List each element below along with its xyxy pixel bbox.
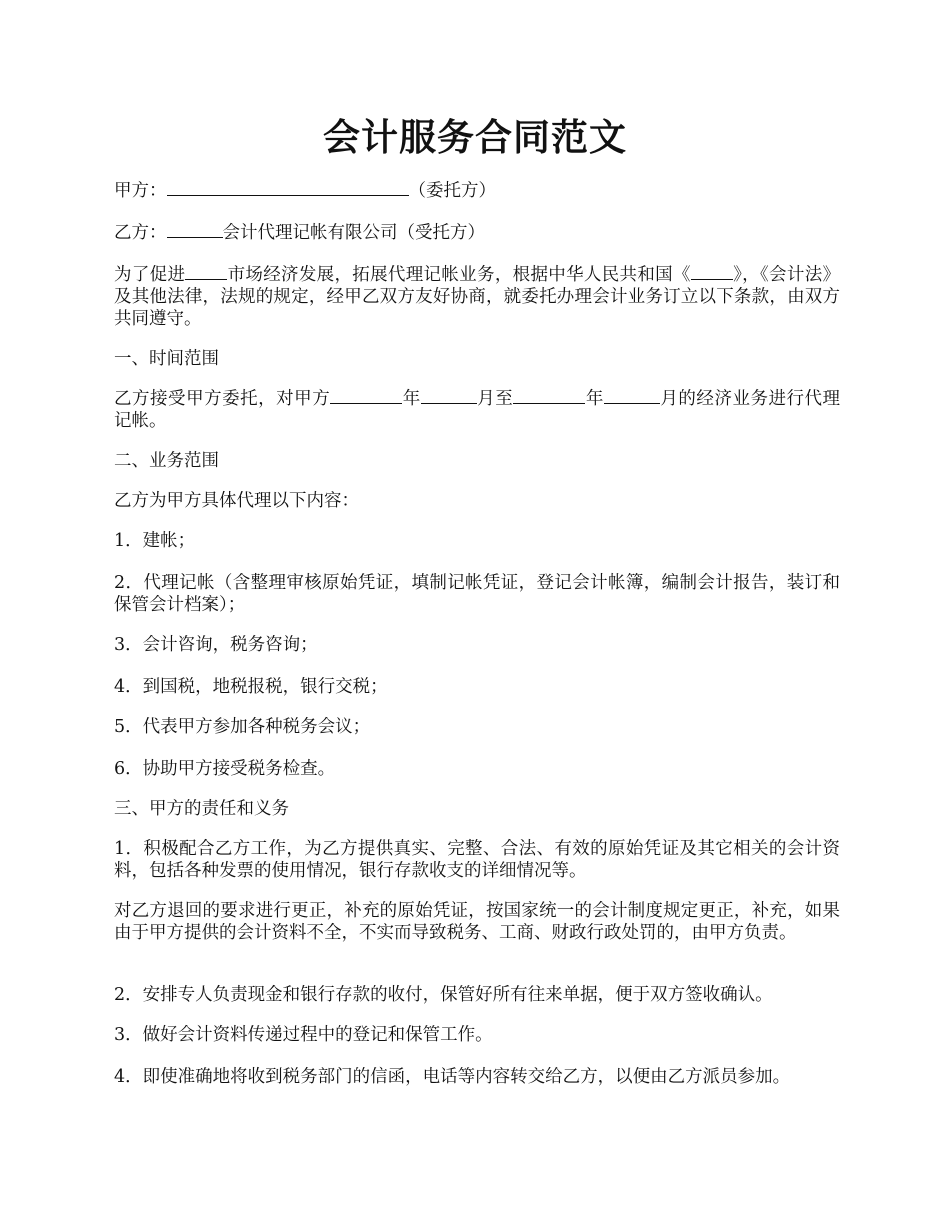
duty-paragraph: 1．积极配合乙方工作，为乙方提供真实、完整、合法、有效的原始凭证及其它相关的会计资料，包括各种发票的使用情况，银行存款收支的详细情况等。 <box>114 839 840 881</box>
section1-text <box>114 388 840 432</box>
document-title: 会计服务合同范文 <box>323 115 627 159</box>
section1-heading: 一、时间范围 <box>114 349 219 369</box>
end-year-blank <box>513 388 585 404</box>
duty-paragraph: 4．即使准确地将收到税务部门的信函，电话等内容转交给乙方，以便由乙方派员参加。 <box>114 1067 791 1087</box>
duty-paragraph: 2．安排专人负责现金和银行存款的收付，保管好所有往来单据，便于双方签收确认。 <box>114 985 773 1005</box>
duty-paragraph: 3．做好会计资料传递过程中的登记和保管工作。 <box>114 1025 493 1045</box>
scope-item: 2．代理记帐（含整理审核原始凭证，填制记帐凭证，登记会计帐簿，编制会计报告，装订和保管会计档案）； <box>114 573 840 615</box>
party-a-line <box>114 180 840 202</box>
intro-region-blank <box>185 264 227 280</box>
section1-text-b: 月的经济业务进行代理记帐。 <box>114 389 841 431</box>
section3-heading: 三、甲方的责任和义务 <box>114 799 289 819</box>
party-b-name-blank <box>167 222 223 238</box>
section1-text-a: 乙方接受甲方委托，对甲方 <box>114 389 331 409</box>
section2-intro: 乙方为甲方具体代理以下内容： <box>114 491 359 511</box>
intro-paragraph <box>114 264 840 330</box>
party-b-label: 乙方： <box>114 223 167 243</box>
party-b-suffix: 会计代理记帐有限公司（受托方） <box>222 223 485 243</box>
start-month-blank <box>421 388 477 404</box>
scope-item: 3．会计咨询，税务咨询； <box>114 635 318 655</box>
end-month-blank <box>604 388 660 404</box>
intro-part2: 市场经济发展，拓展代理记帐业务，根据中华人民共和国《 <box>227 265 691 285</box>
intro-law-blank <box>691 264 733 280</box>
scope-item: 4．到国税，地税报税，银行交税； <box>114 677 388 697</box>
party-b-line <box>114 222 840 244</box>
party-a-suffix: （委托方） <box>408 181 496 201</box>
start-year-blank <box>330 388 402 404</box>
section1-year2: 年 <box>585 389 604 409</box>
scope-item: 5．代表甲方参加各种税务会议； <box>114 717 371 737</box>
intro-part1: 为了促进 <box>114 265 186 285</box>
party-a-name-blank <box>167 180 409 196</box>
party-a-label: 甲方： <box>114 181 167 201</box>
section2-heading: 二、业务范围 <box>114 451 219 471</box>
section1-month1: 月至 <box>476 389 514 409</box>
duty-paragraph: 对乙方退回的要求进行更正，补充的原始凭证，按国家统一的会计制度规定更正，补充，如果由于甲方提供的会计资料不全，不实而导致税务、工商、财政行政处罚的，由甲方负责。 <box>114 901 840 943</box>
intro-part3: 》，《会计法》及其他法律，法规的规定，经甲乙双方友好协商，就委托办理会计业务订立以下条款，由双方共同遵守。 <box>114 265 841 329</box>
scope-item: 6．协助甲方接受税务检查。 <box>114 759 336 779</box>
section1-year1: 年 <box>402 389 421 409</box>
scope-item: 1．建帐； <box>114 531 196 551</box>
